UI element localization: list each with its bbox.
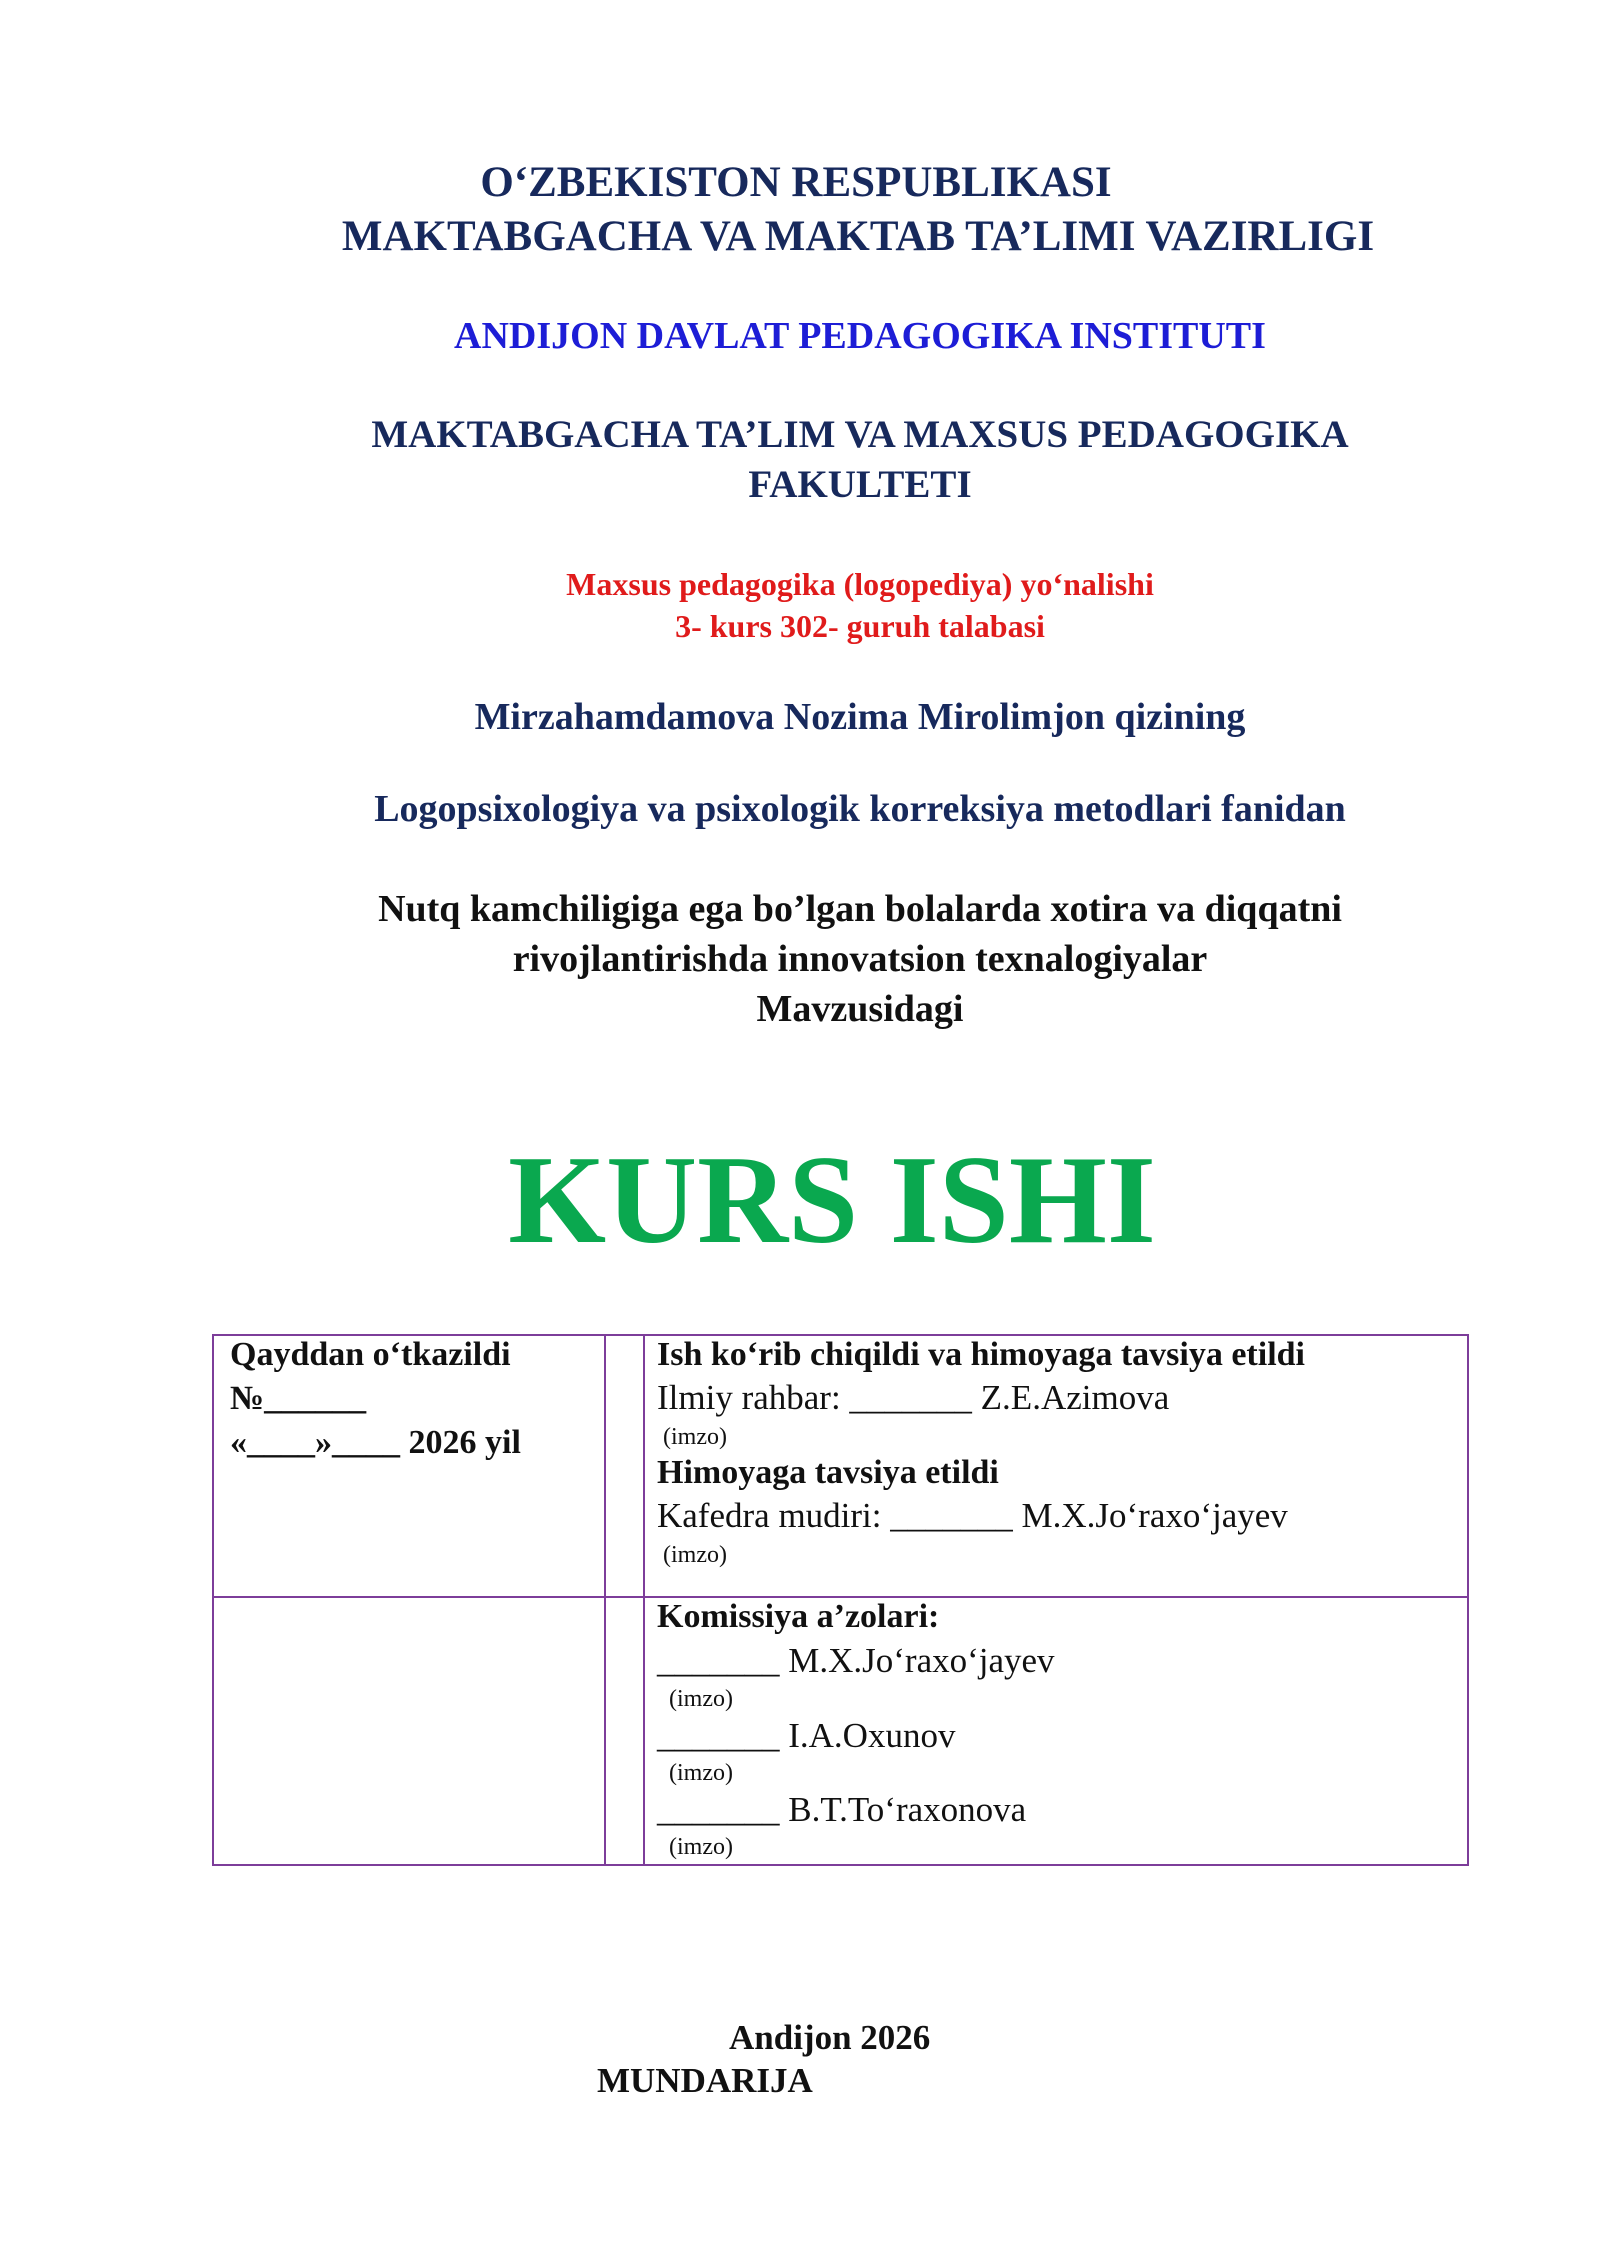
faculty-title-line2: FAKULTETI [748,463,972,506]
commission-member-3: _______ B.T.To‘raxonova [657,1790,1027,1829]
table-divider-left [604,1336,606,1864]
commission-member-3-signature-label: (imzo) [669,1834,733,1860]
commission-member-1: _______ M.X.Jo‘raxo‘jayev [657,1641,1055,1680]
department-head-line: Kafedra mudiri: _______ M.X.Jo‘raxo‘jayev [657,1496,1288,1535]
registration-title: Qayddan o‘tkazildi [230,1336,511,1373]
commission-member-2-signature-label: (imzo) [669,1760,733,1786]
registration-number: №______ [230,1380,367,1417]
review-title: Ish ko‘rib chiqildi va himoyaga tavsiya etildi [657,1336,1305,1373]
commission-title: Komissiya a’zolari: [657,1598,940,1635]
topic-line1: Nutq kamchiligiga ega bo’lgan bolalarda xotira va diqqatni [378,888,1342,930]
table-divider-right [643,1336,645,1864]
supervisor-line: Ilmiy rahbar: _______ Z.E.Azimova [657,1378,1170,1417]
commission-member-1-signature-label: (imzo) [669,1686,733,1712]
department-head-signature-label: (imzo) [663,1542,727,1568]
institute-title: ANDIJON DAVLAT PEDAGOGIKA INSTITUTI [454,315,1266,357]
supervisor-signature-label: (imzo) [663,1424,727,1450]
group-label: 3- kurs 302- guruh talabasi [675,608,1045,644]
commission-member-2: _______ I.A.Oxunov [657,1716,956,1755]
topic-line2: rivojlantirishda innovatsion texnalogiyalar [512,938,1208,980]
republic-title: O‘ZBEKISTON RESPUBLIKASI [480,159,1112,206]
registration-date: «____»____ 2026 yil [230,1424,521,1461]
doc-title: KURS ISHI [508,1131,1156,1270]
place-year: Andijon 2026 [729,2018,931,2057]
ministry-title: MAKTABGACHA VA MAKTAB TA’LIMI VAZIRLIGI [341,213,1375,260]
faculty-title-line1: MAKTABGACHA TA’LIM VA MAXSUS PEDAGOGIKA [371,413,1349,456]
student-name: Mirzahamdamova Nozima Mirolimjon qizining [474,696,1246,738]
direction-label: Maxsus pedagogika (logopediya) yo‘nalishi [566,566,1154,602]
topic-line3: Mavzusidagi [756,988,964,1030]
contents-heading: MUNDARIJA [597,2061,813,2100]
approval-table [212,1334,1469,1866]
subject-label: Logopsixologiya va psixologik korreksiya metodlari fanidan [374,788,1346,830]
recommend-title: Himoyaga tavsiya etildi [657,1454,999,1491]
